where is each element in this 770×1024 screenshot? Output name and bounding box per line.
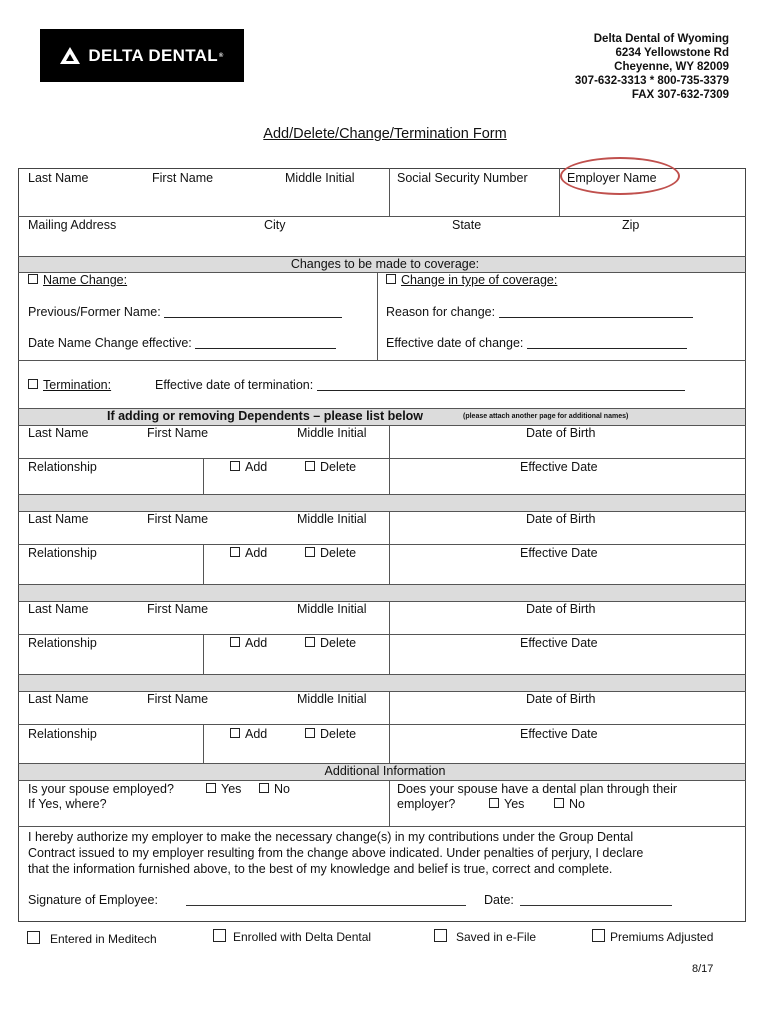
divider — [18, 272, 746, 273]
zip-label: Zip — [622, 218, 640, 232]
delete-label: Delete — [320, 727, 357, 741]
divider — [389, 780, 390, 826]
dependent-last-name-label: Last Name — [28, 602, 89, 616]
divider — [18, 826, 746, 827]
divider — [18, 494, 746, 495]
spacer-band — [19, 674, 745, 691]
dependent-dob-label: Date of Birth — [526, 512, 596, 526]
divider — [389, 511, 390, 584]
dependent-first-name-label: First Name — [147, 692, 209, 706]
dependent-middle-initial-label: Middle Initial — [297, 602, 367, 616]
add-checkbox[interactable] — [230, 637, 240, 647]
ssn-label: Social Security Number — [397, 171, 528, 185]
address-line: 307-632-3313 * 800-735-3379 — [574, 75, 729, 87]
address-line: FAX 307-632-7309 — [631, 89, 729, 101]
divider — [18, 584, 746, 585]
dependent-last-name-label: Last Name — [28, 692, 89, 706]
dependent-effective-date-label: Effective Date — [520, 546, 598, 560]
add-checkbox[interactable] — [230, 547, 240, 557]
reason-field[interactable] — [386, 305, 693, 319]
employee-first-name-label: First Name — [152, 171, 214, 185]
address-line: Delta Dental of Wyoming — [593, 33, 729, 45]
divider — [389, 425, 390, 494]
authorization-text: I hereby authorize my employer to make the necessary change(s) in my contributions under the Group Dental — [28, 830, 634, 844]
add-checkbox[interactable] — [230, 728, 240, 738]
divider — [203, 724, 204, 763]
divider — [18, 724, 746, 725]
termination-date-field[interactable] — [155, 378, 685, 392]
premiums-adjusted-label: Premiums Adjusted — [610, 930, 714, 944]
delete-checkbox[interactable] — [305, 728, 315, 738]
delete-label: Delete — [320, 460, 357, 474]
delete-checkbox[interactable] — [305, 637, 315, 647]
dependent-middle-initial-label: Middle Initial — [297, 512, 367, 526]
dependent-delete-option[interactable] — [305, 460, 356, 474]
name-change-label: Name Change: — [43, 273, 128, 287]
address-line: Cheyenne, WY 82009 — [614, 61, 729, 73]
state-label: State — [452, 218, 482, 232]
changes-band-title: Changes to be made to coverage: — [290, 257, 480, 271]
dependent-relationship-label: Relationship — [28, 546, 97, 560]
divider — [559, 168, 560, 216]
add-label: Add — [245, 460, 268, 474]
if-yes-label: If Yes, where? — [28, 797, 107, 811]
add-label: Add — [245, 727, 268, 741]
divider — [203, 634, 204, 674]
dependent-relationship-label: Relationship — [28, 636, 97, 650]
termination-label: Termination: — [43, 378, 112, 392]
yes-checkbox[interactable] — [489, 798, 499, 808]
add-label: Add — [245, 636, 268, 650]
dependent-dob-label: Date of Birth — [526, 602, 596, 616]
form-version: 8/17 — [692, 963, 714, 975]
previous-name-label: Previous/Former Name: — [28, 305, 161, 319]
delta-dental-logo — [40, 29, 244, 82]
divider — [18, 511, 746, 512]
termination-option[interactable] — [28, 378, 111, 392]
dependent-last-name-label: Last Name — [28, 426, 89, 440]
signature-label: Signature of Employee: — [28, 893, 158, 907]
enrolled-delta-checkbox[interactable] — [213, 929, 226, 942]
dependent-add-option[interactable] — [230, 727, 267, 741]
divider — [377, 272, 378, 360]
spacer-band — [19, 494, 745, 511]
previous-name-field[interactable] — [28, 305, 342, 319]
date-label: Date: — [484, 893, 514, 907]
divider — [389, 168, 390, 216]
additional-band-title: Additional Information — [324, 764, 446, 778]
employer-name-label: Employer Name — [567, 171, 657, 185]
delete-label: Delete — [320, 636, 357, 650]
dependent-delete-option[interactable] — [305, 636, 356, 650]
change-coverage-label: Change in type of coverage: — [401, 273, 558, 287]
reason-label: Reason for change: — [386, 305, 496, 319]
yes-checkbox[interactable] — [206, 783, 216, 793]
dependents-band-note: (please attach another page for additional names) — [463, 413, 629, 420]
saved-efile-checkbox[interactable] — [434, 929, 447, 942]
previous-name-line[interactable] — [164, 317, 342, 318]
dependent-delete-option[interactable] — [305, 546, 356, 560]
dependent-effective-date-label: Effective Date — [520, 636, 598, 650]
entered-meditech-checkbox[interactable] — [27, 931, 40, 944]
spouse-plan-no[interactable] — [554, 797, 585, 811]
dependent-first-name-label: First Name — [147, 602, 209, 616]
divider — [18, 601, 746, 602]
spacer-band — [19, 584, 745, 601]
effective-change-field[interactable] — [386, 336, 687, 350]
divider — [389, 601, 390, 674]
dependent-middle-initial-label: Middle Initial — [297, 426, 367, 440]
divider — [203, 544, 204, 584]
dependent-last-name-label: Last Name — [28, 512, 89, 526]
dependent-dob-label: Date of Birth — [526, 426, 596, 440]
premiums-adjusted-checkbox[interactable] — [592, 929, 605, 942]
entered-meditech-label: Entered in Meditech — [50, 932, 157, 946]
spouse-plan-label: Does your spouse have a dental plan through their — [397, 782, 678, 796]
company-address — [575, 32, 729, 102]
dependent-first-name-label: First Name — [147, 512, 209, 526]
termination-date-line[interactable] — [317, 390, 685, 391]
spouse-plan-yes[interactable] — [489, 797, 524, 811]
add-checkbox[interactable] — [230, 461, 240, 471]
dependent-delete-option[interactable] — [305, 727, 356, 741]
divider — [18, 674, 746, 675]
authorization-text: Contract issued to my employer resulting from the change above indicated. Under penalties of perjury, I declare — [28, 846, 644, 860]
reason-line[interactable] — [499, 317, 693, 318]
date-name-change-line[interactable] — [195, 348, 336, 349]
change-coverage-checkbox[interactable] — [386, 274, 396, 284]
dependents-band-title: If adding or removing Dependents – please list below — [107, 409, 424, 423]
dependent-relationship-label: Relationship — [28, 460, 97, 474]
address-line: 6234 Yellowstone Rd — [615, 47, 729, 59]
divider — [203, 458, 204, 494]
divider — [18, 216, 746, 217]
termination-date-label: Effective date of termination: — [155, 378, 314, 392]
dependent-add-option[interactable] — [230, 460, 267, 474]
spouse-employed-no[interactable] — [259, 782, 290, 796]
add-label: Add — [245, 546, 268, 560]
yes-label: Yes — [504, 797, 525, 811]
divider — [18, 425, 746, 426]
spouse-plan-label-2: employer? — [397, 797, 456, 811]
name-change-checkbox[interactable] — [28, 274, 38, 284]
divider — [389, 691, 390, 763]
employer-name-highlight-circle — [560, 157, 680, 195]
spouse-employed-label: Is your spouse employed? — [28, 782, 174, 796]
date-name-change-label: Date Name Change effective: — [28, 336, 192, 350]
dependent-add-option[interactable] — [230, 546, 267, 560]
dependent-effective-date-label: Effective Date — [520, 727, 598, 741]
no-checkbox[interactable] — [259, 783, 269, 793]
form-container — [18, 168, 746, 922]
divider — [18, 458, 746, 459]
city-label: City — [264, 218, 286, 232]
divider — [18, 634, 746, 635]
no-label: No — [274, 782, 290, 796]
no-checkbox[interactable] — [554, 798, 564, 808]
divider — [18, 691, 746, 692]
employee-middle-initial-label: Middle Initial — [285, 171, 355, 185]
delete-checkbox[interactable] — [305, 461, 315, 471]
dependent-effective-date-label: Effective Date — [520, 460, 598, 474]
saved-efile-label: Saved in e-File — [456, 930, 537, 944]
delta-triangle-icon — [60, 47, 80, 64]
authorization-text: that the information furnished above, to the best of my knowledge and belief is true, correct and complete. — [28, 862, 613, 876]
form-title: Add/Delete/Change/Termination Form — [263, 126, 507, 142]
divider — [18, 780, 746, 781]
effective-change-line[interactable] — [527, 348, 687, 349]
name-change-option[interactable] — [28, 273, 127, 287]
dependent-relationship-label: Relationship — [28, 727, 97, 741]
dependent-dob-label: Date of Birth — [526, 692, 596, 706]
date-line[interactable] — [520, 905, 672, 906]
change-coverage-option[interactable] — [386, 273, 557, 287]
dependent-first-name-label: First Name — [147, 426, 209, 440]
yes-label: Yes — [221, 782, 242, 796]
registered-mark: ® — [218, 52, 224, 59]
signature-line[interactable] — [186, 905, 466, 906]
dependent-middle-initial-label: Middle Initial — [297, 692, 367, 706]
termination-checkbox[interactable] — [28, 379, 38, 389]
effective-change-label: Effective date of change: — [386, 336, 524, 350]
spouse-employed-yes[interactable] — [206, 782, 241, 796]
enrolled-delta-label: Enrolled with Delta Dental — [233, 930, 372, 944]
delete-label: Delete — [320, 546, 357, 560]
delete-checkbox[interactable] — [305, 547, 315, 557]
logo-text: DELTA DENTAL — [88, 45, 218, 65]
no-label: No — [569, 797, 585, 811]
dependent-add-option[interactable] — [230, 636, 267, 650]
mailing-address-label: Mailing Address — [28, 218, 117, 232]
employee-last-name-label: Last Name — [28, 171, 89, 185]
divider — [18, 360, 746, 361]
date-name-change-field[interactable] — [28, 336, 336, 350]
divider — [18, 544, 746, 545]
